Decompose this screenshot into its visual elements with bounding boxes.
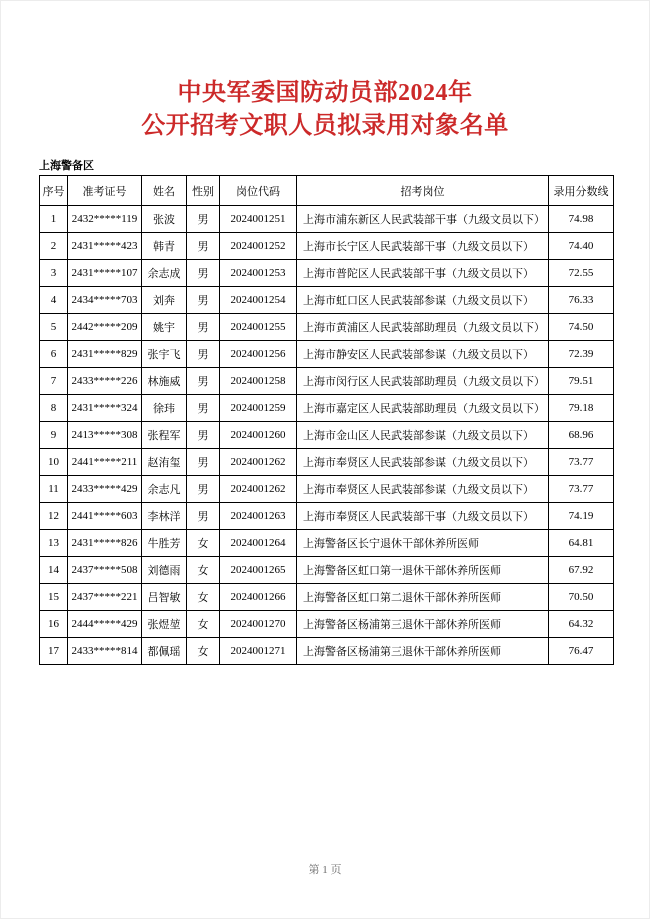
code-cell: 2024001251 [220,206,297,233]
gender-cell: 男 [187,395,220,422]
ticket-cell: 2433*****814 [68,638,142,665]
table-row [40,206,614,233]
name-cell: 姚宇 [142,314,187,341]
header-ticket-number: 准考证号 [68,176,142,206]
ticket-cell: 2431*****423 [68,233,142,260]
section-label: 上海警备区 [39,160,94,172]
document-title-line2: 公开招考文职人员拟录用对象名单 [141,113,509,139]
code-cell: 2024001254 [220,287,297,314]
table-header-row [40,176,614,206]
job-title-cell: 上海市长宁区人民武装部干事（九级文员以下） [297,233,549,260]
score-cell: 74.50 [549,314,614,341]
name-cell: 刘德雨 [142,557,187,584]
code-cell: 2024001262 [220,449,297,476]
name-cell: 都佩瑶 [142,638,187,665]
code-cell: 2024001270 [220,611,297,638]
score-cell: 74.98 [549,206,614,233]
roster-table [39,175,614,665]
name-cell: 牛胜芳 [142,530,187,557]
serial-cell: 7 [40,368,68,395]
code-cell: 2024001258 [220,368,297,395]
header-serial-number: 序号 [40,176,68,206]
job-title-cell: 上海警备区虹口第二退休干部休养所医师 [297,584,549,611]
serial-cell: 13 [40,530,68,557]
header-position-title: 招考岗位 [297,176,549,206]
ticket-cell: 2444*****429 [68,611,142,638]
serial-cell: 12 [40,503,68,530]
ticket-cell: 2433*****429 [68,476,142,503]
gender-cell: 女 [187,638,220,665]
name-cell: 刘奔 [142,287,187,314]
score-cell: 73.77 [549,476,614,503]
code-cell: 2024001255 [220,314,297,341]
table-row [40,395,614,422]
name-cell: 林施威 [142,368,187,395]
gender-cell: 女 [187,557,220,584]
job-title-cell: 上海市虹口区人民武装部参谋（九级文员以下） [297,287,549,314]
score-cell: 76.47 [549,638,614,665]
score-cell: 72.55 [549,260,614,287]
ticket-cell: 2431*****829 [68,341,142,368]
score-cell: 74.40 [549,233,614,260]
table-row [40,449,614,476]
gender-cell: 男 [187,422,220,449]
gender-cell: 男 [187,368,220,395]
code-cell: 2024001263 [220,503,297,530]
name-cell: 张波 [142,206,187,233]
serial-cell: 6 [40,341,68,368]
name-cell: 张宇飞 [142,341,187,368]
gender-cell: 男 [187,341,220,368]
code-cell: 2024001266 [220,584,297,611]
name-cell: 张煜堃 [142,611,187,638]
score-cell: 74.19 [549,503,614,530]
code-cell: 2024001256 [220,341,297,368]
score-cell: 64.81 [549,530,614,557]
gender-cell: 男 [187,449,220,476]
table-row [40,314,614,341]
document-title [1,77,649,143]
serial-cell: 11 [40,476,68,503]
ticket-cell: 2437*****221 [68,584,142,611]
serial-cell: 5 [40,314,68,341]
score-cell: 73.77 [549,449,614,476]
code-cell: 2024001259 [220,395,297,422]
gender-cell: 男 [187,233,220,260]
table-row [40,557,614,584]
ticket-cell: 2441*****603 [68,503,142,530]
ticket-cell: 2441*****211 [68,449,142,476]
header-score-line: 录用分数线 [549,176,614,206]
table-row [40,287,614,314]
job-title-cell: 上海警备区杨浦第三退休干部休养所医师 [297,611,549,638]
name-cell: 吕智敏 [142,584,187,611]
gender-cell: 女 [187,611,220,638]
gender-cell: 男 [187,260,220,287]
code-cell: 2024001260 [220,422,297,449]
gender-cell: 女 [187,584,220,611]
job-title-cell: 上海市普陀区人民武装部干事（九级文员以下） [297,260,549,287]
table-row [40,503,614,530]
name-cell: 赵洧玺 [142,449,187,476]
job-title-cell: 上海市奉贤区人民武装部参谋（九级文员以下） [297,476,549,503]
code-cell: 2024001253 [220,260,297,287]
ticket-cell: 2434*****703 [68,287,142,314]
job-title-cell: 上海警备区长宁退休干部休养所医师 [297,530,549,557]
score-cell: 64.32 [549,611,614,638]
table-row [40,611,614,638]
serial-cell: 4 [40,287,68,314]
serial-cell: 3 [40,260,68,287]
ticket-cell: 2437*****508 [68,557,142,584]
name-cell: 张程军 [142,422,187,449]
header-gender: 性别 [187,176,220,206]
gender-cell: 男 [187,314,220,341]
table-row [40,233,614,260]
ticket-cell: 2413*****308 [68,422,142,449]
code-cell: 2024001271 [220,638,297,665]
job-title-cell: 上海市金山区人民武装部参谋（九级文员以下） [297,422,549,449]
gender-cell: 女 [187,530,220,557]
score-cell: 79.51 [549,368,614,395]
gender-cell: 男 [187,206,220,233]
table-row [40,638,614,665]
page-number: 第 1 页 [308,864,342,876]
table-row [40,584,614,611]
serial-cell: 8 [40,395,68,422]
code-cell: 2024001252 [220,233,297,260]
serial-cell: 10 [40,449,68,476]
header-name: 姓名 [142,176,187,206]
ticket-cell: 2431*****107 [68,260,142,287]
table-row [40,341,614,368]
serial-cell: 9 [40,422,68,449]
header-position-code: 岗位代码 [220,176,297,206]
job-title-cell: 上海市静安区人民武装部参谋（九级文员以下） [297,341,549,368]
serial-cell: 2 [40,233,68,260]
gender-cell: 男 [187,476,220,503]
job-title-cell: 上海市奉贤区人民武装部干事（九级文员以下） [297,503,549,530]
gender-cell: 男 [187,287,220,314]
serial-cell: 1 [40,206,68,233]
code-cell: 2024001262 [220,476,297,503]
job-title-cell: 上海市闵行区人民武装部助理员（九级文员以下） [297,368,549,395]
score-cell: 79.18 [549,395,614,422]
job-title-cell: 上海市嘉定区人民武装部助理员（九级文员以下） [297,395,549,422]
table-row [40,530,614,557]
job-title-cell: 上海警备区虹口第一退休干部休养所医师 [297,557,549,584]
job-title-cell: 上海市浦东新区人民武装部干事（九级文员以下） [297,206,549,233]
name-cell: 韩青 [142,233,187,260]
table-row [40,368,614,395]
table-row [40,422,614,449]
job-title-cell: 上海警备区杨浦第三退休干部休养所医师 [297,638,549,665]
code-cell: 2024001265 [220,557,297,584]
serial-cell: 17 [40,638,68,665]
serial-cell: 16 [40,611,68,638]
ticket-cell: 2433*****226 [68,368,142,395]
name-cell: 李林洋 [142,503,187,530]
table-row [40,260,614,287]
name-cell: 余志凡 [142,476,187,503]
ticket-cell: 2431*****826 [68,530,142,557]
table-row [40,476,614,503]
document-title-line1: 中央军委国防动员部2024年 [177,80,473,106]
gender-cell: 男 [187,503,220,530]
job-title-cell: 上海市奉贤区人民武装部参谋（九级文员以下） [297,449,549,476]
serial-cell: 15 [40,584,68,611]
ticket-cell: 2432*****119 [68,206,142,233]
serial-cell: 14 [40,557,68,584]
ticket-cell: 2442*****209 [68,314,142,341]
score-cell: 76.33 [549,287,614,314]
score-cell: 67.92 [549,557,614,584]
score-cell: 72.39 [549,341,614,368]
code-cell: 2024001264 [220,530,297,557]
job-title-cell: 上海市黄浦区人民武装部助理员（九级文员以下） [297,314,549,341]
name-cell: 徐玮 [142,395,187,422]
ticket-cell: 2431*****324 [68,395,142,422]
name-cell: 余志成 [142,260,187,287]
score-cell: 70.50 [549,584,614,611]
score-cell: 68.96 [549,422,614,449]
